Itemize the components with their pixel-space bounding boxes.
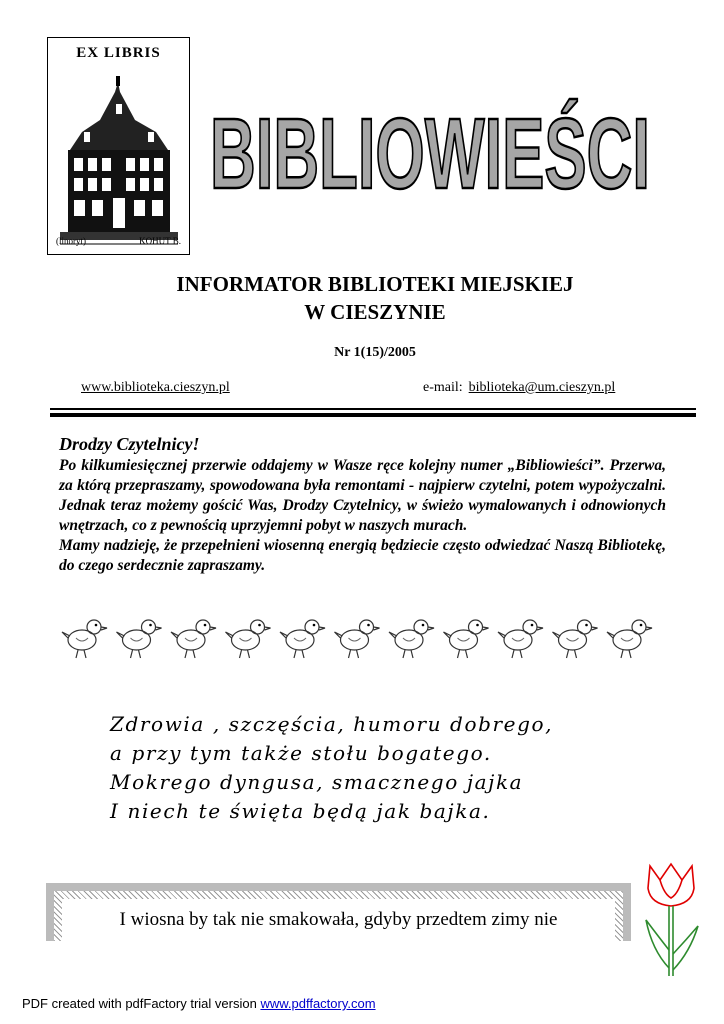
chick-icon (389, 620, 434, 658)
poem-line: Zdrowia , szczęścia, humoru dobrego, (110, 712, 554, 736)
ex-libris-block (47, 37, 190, 255)
divider-thick (50, 413, 696, 417)
website-link[interactable]: www.biblioteka.cieszyn.pl (81, 380, 230, 395)
letter-paragraph: Mamy nadzieję, że przepełnieni wiosenną energią będziecie często odwiedzać Naszą Bibliotekę, do czego serdecznie zapraszamy. (59, 537, 666, 574)
email-link[interactable]: biblioteka@um.cieszyn.pl (468, 380, 616, 395)
footer-link[interactable]: www.pdffactory.com (260, 996, 376, 1011)
easter-poem (110, 710, 553, 826)
divider-thin (50, 408, 696, 410)
tulip-icon (638, 858, 704, 980)
poem-line: Mokrego dyngusa, smacznego jajka (110, 770, 524, 794)
chick-icon (607, 620, 652, 658)
email-label: e-mail: (423, 380, 463, 395)
header-line-2: W CIESZYNIE (304, 300, 446, 324)
letter-paragraph: Po kilkumiesięcznej przerwie oddajemy w Wasze ręce kolejny numer „Bibliowieści”. Przerwa, za którą przepraszamy, spowodowana była remontami - najpierw czytelni, potem wypożyczalni. Jednak teraz możemy gościć Was, Drodzy Czytelnicy, w świeżo wymalowanych i odnowionych wnętrzach, co z pewnością uprzyjemni pobyt w naszych murach. (59, 457, 666, 534)
chick-icon (498, 620, 543, 658)
ex-libris-caption-author: KOHUT B. (139, 236, 181, 246)
letter-greeting: Drodzy Czytelnicy! (59, 434, 200, 454)
quote-inner (62, 899, 615, 941)
quote-frame (46, 883, 631, 941)
chick-icon (335, 620, 380, 658)
chick-icon (444, 620, 489, 658)
masthead-title (205, 80, 655, 200)
chick-icon (226, 620, 271, 658)
linocut-building-image (60, 62, 178, 262)
issue-number: Nr 1(15)/2005 (334, 345, 416, 360)
quote-text: I wiosna by tak nie smakowała, gdyby przedtem zimy nie (119, 909, 558, 930)
email-contact (423, 380, 615, 396)
chick-border (60, 612, 660, 662)
chick-icon (553, 620, 598, 658)
footer-text: PDF created with pdfFactory trial version (22, 996, 257, 1011)
header-line-1: INFORMATOR BIBLIOTEKI MIEJSKIEJ (176, 272, 574, 296)
chick-icon (280, 620, 325, 658)
chick-icon (62, 620, 107, 658)
poem-line: I niech te święta będą jak bajka. (110, 799, 491, 823)
chick-icon (171, 620, 216, 658)
pdf-footer (22, 996, 376, 1011)
poem-line: a przy tym także stołu bogatego. (110, 741, 492, 765)
chick-icon (117, 620, 162, 658)
ex-libris-title: EX LIBRIS (76, 45, 161, 61)
masthead-title-text: BIBLIOWIEŚCI (210, 98, 650, 200)
editorial-letter (59, 432, 666, 576)
ex-libris-caption-technique: (linoryt) (56, 236, 86, 246)
